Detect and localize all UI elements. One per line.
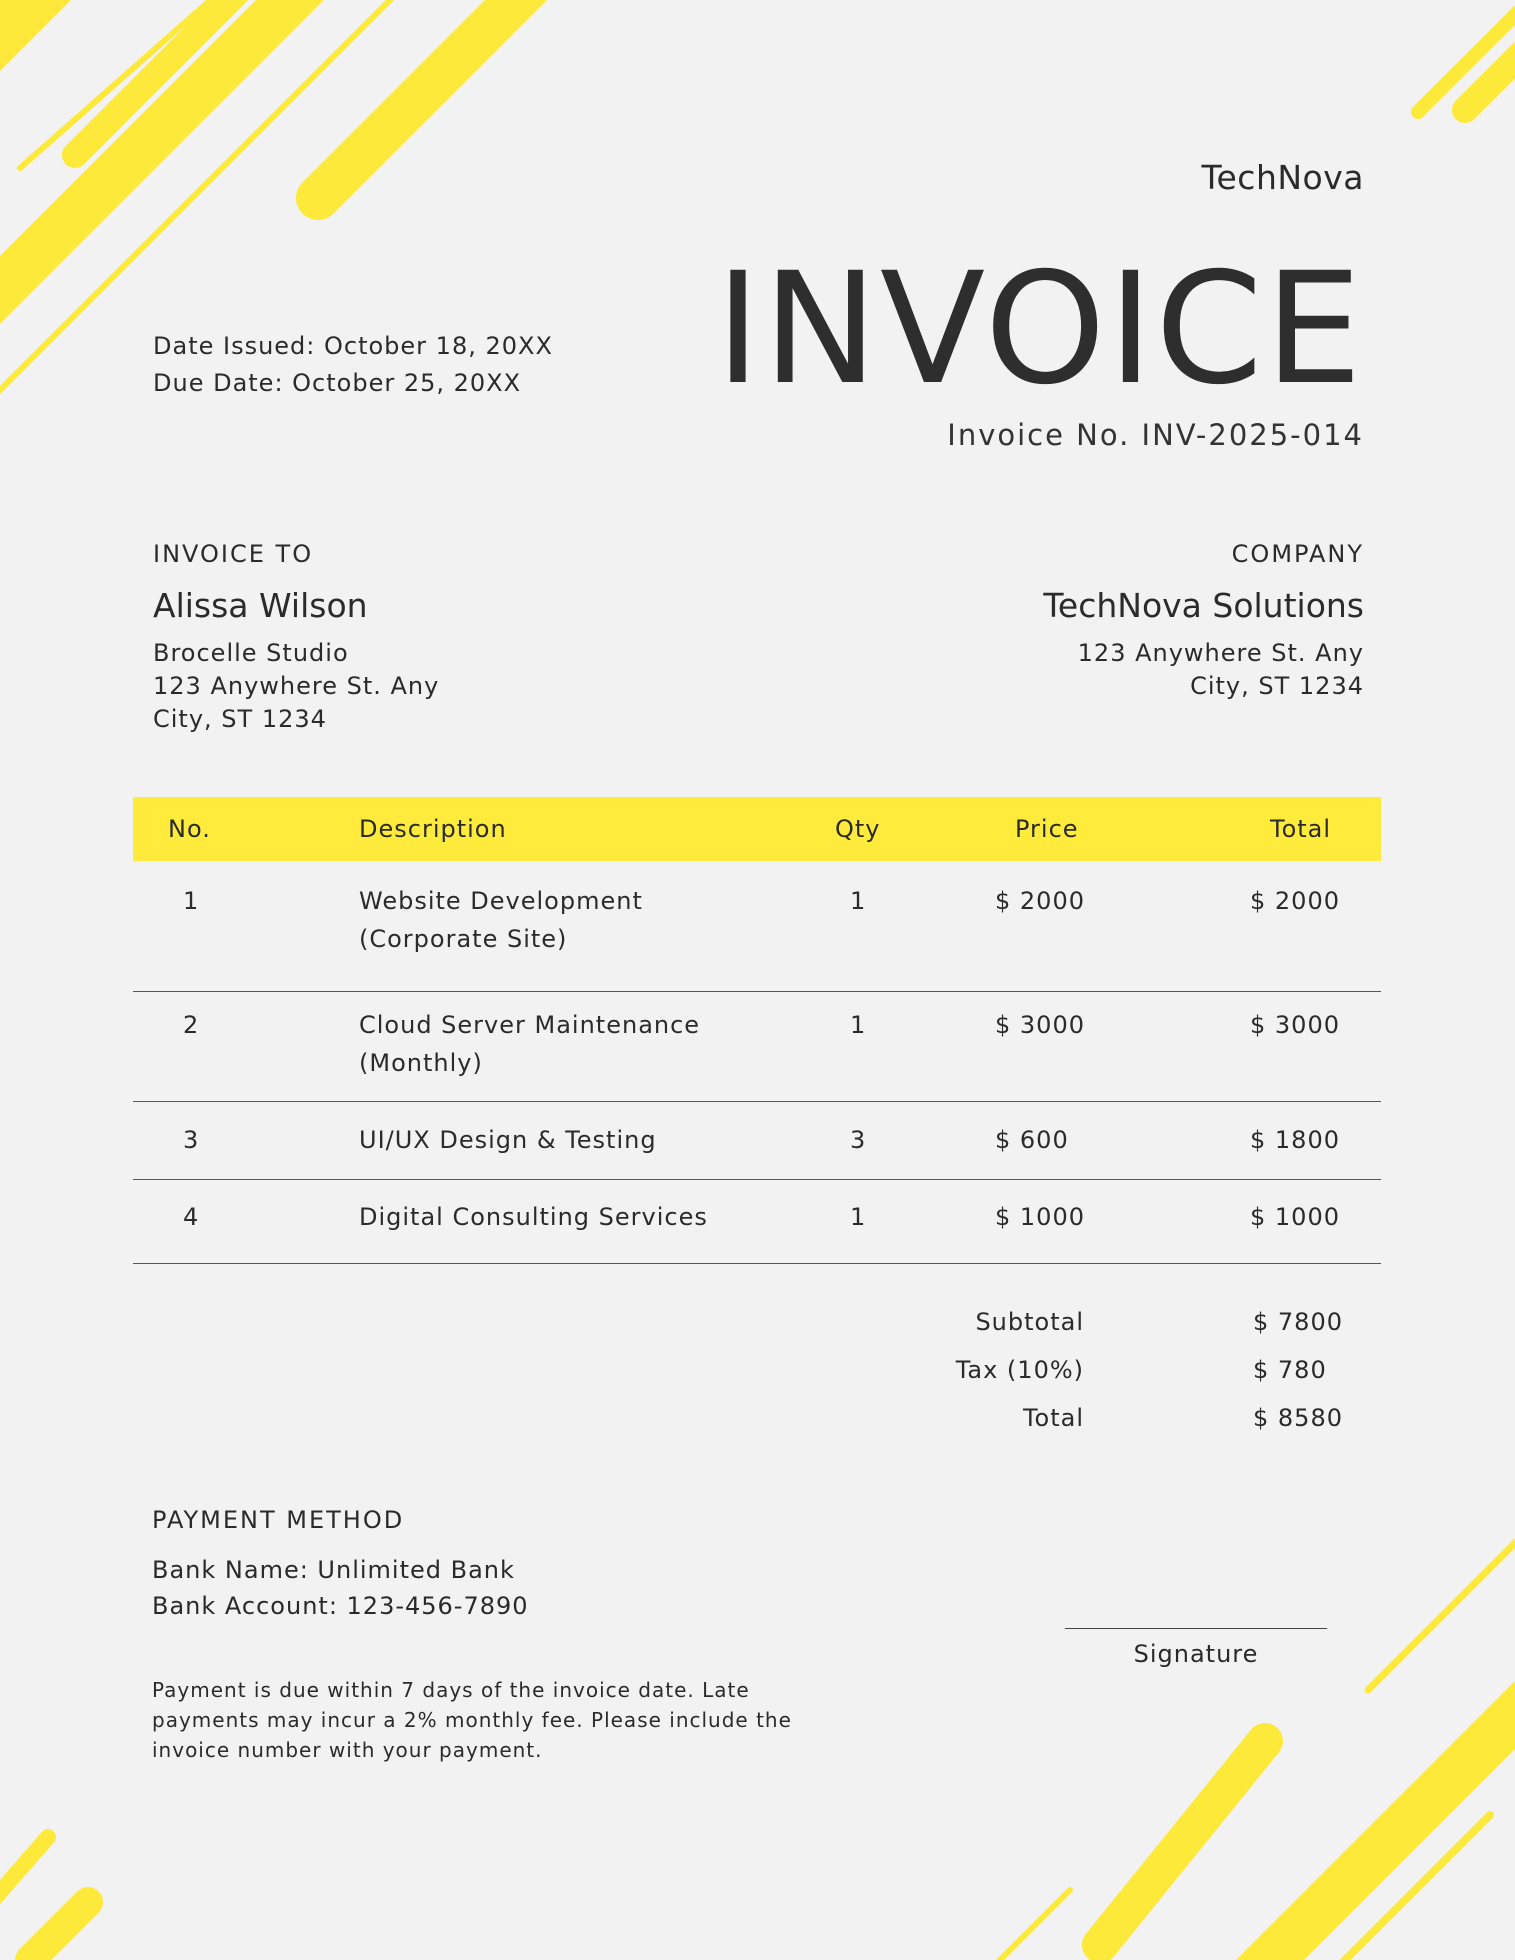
header-total: Total [1270, 815, 1332, 843]
row-total: $ 3000 [1250, 1011, 1340, 1039]
company-block [1043, 540, 1364, 703]
row-price: $ 600 [995, 1126, 1069, 1154]
payment-method-block [152, 1506, 529, 1624]
table-header [133, 797, 1381, 861]
client-name: Alissa Wilson [153, 586, 368, 625]
row-total: $ 2000 [1250, 887, 1340, 915]
bill-to-block [153, 540, 439, 736]
row-description: Digital Consulting Services [359, 1203, 708, 1231]
row-price: $ 3000 [995, 1011, 1085, 1039]
row-description: Cloud Server Maintenance (Monthly) [359, 1011, 701, 1077]
table-row [133, 861, 1381, 992]
row-total: $ 1800 [1250, 1126, 1340, 1154]
row-qty: 1 [850, 1203, 867, 1231]
grand-total-label: Total [1022, 1404, 1084, 1432]
totals-block [900, 1302, 1350, 1446]
row-description: UI/UX Design & Testing [359, 1126, 657, 1154]
table-row [133, 992, 1381, 1102]
client-address-line: City, ST 1234 [153, 705, 327, 733]
company-address [1043, 637, 1364, 703]
subtotal-label: Subtotal [975, 1308, 1084, 1336]
bank-account: Bank Account: 123-456-7890 [152, 1592, 529, 1620]
tax-value: $ 780 [1253, 1356, 1327, 1384]
header-price: Price [1015, 815, 1079, 843]
bank-name: Bank Name: Unlimited Bank [152, 1556, 515, 1584]
bill-to-heading: INVOICE TO [153, 540, 314, 568]
tax-row [900, 1350, 1350, 1398]
row-no: 1 [183, 887, 200, 915]
signature-line [1065, 1628, 1327, 1629]
client-address [153, 637, 439, 736]
header-qty: Qty [835, 815, 881, 843]
grand-total-row [900, 1398, 1350, 1446]
table-row [133, 1102, 1381, 1180]
tax-label: Tax (10%) [955, 1356, 1084, 1384]
client-address-line: Brocelle Studio [153, 639, 349, 667]
client-address-line: 123 Anywhere St. Any [153, 672, 440, 700]
invoice-title: INVOICE [715, 240, 1364, 419]
row-price: $ 1000 [995, 1203, 1085, 1231]
due-date: Due Date: October 25, 20XX [153, 369, 522, 397]
date-issued: Date Issued: October 18, 20XX [153, 332, 553, 360]
table-row [133, 1180, 1381, 1264]
row-description: Website Development (Corporate Site) [359, 887, 643, 953]
signature-label: Signature [1133, 1640, 1259, 1668]
row-qty: 1 [850, 887, 867, 915]
subtotal-row [900, 1302, 1350, 1350]
payment-terms-note: Payment is due within 7 days of the invoice date. Late payments may incur a 2% monthly fee. Please include the invoice number with your payment. [152, 1678, 792, 1762]
row-no: 3 [183, 1126, 200, 1154]
company-address-line: City, ST 1234 [1190, 672, 1364, 700]
subtotal-value: $ 7800 [1253, 1308, 1343, 1336]
row-total: $ 1000 [1250, 1203, 1340, 1231]
company-address-line: 123 Anywhere St. Any [1077, 639, 1364, 667]
grand-total-value: $ 8580 [1253, 1404, 1343, 1432]
invoice-dates [153, 328, 553, 402]
header-no: No. [168, 815, 211, 843]
row-qty: 1 [850, 1011, 867, 1039]
line-items-table [133, 797, 1381, 1264]
row-price: $ 2000 [995, 887, 1085, 915]
row-qty: 3 [850, 1126, 867, 1154]
row-no: 2 [183, 1011, 200, 1039]
invoice-number: Invoice No. INV-2025-014 [947, 418, 1364, 452]
row-no: 4 [183, 1203, 200, 1231]
company-heading: COMPANY [1231, 540, 1364, 568]
header-description: Description [359, 815, 507, 843]
company-name: TechNova Solutions [1043, 586, 1364, 625]
payment-method-heading: PAYMENT METHOD [152, 1506, 405, 1534]
brand-name: TechNova [1201, 158, 1364, 197]
